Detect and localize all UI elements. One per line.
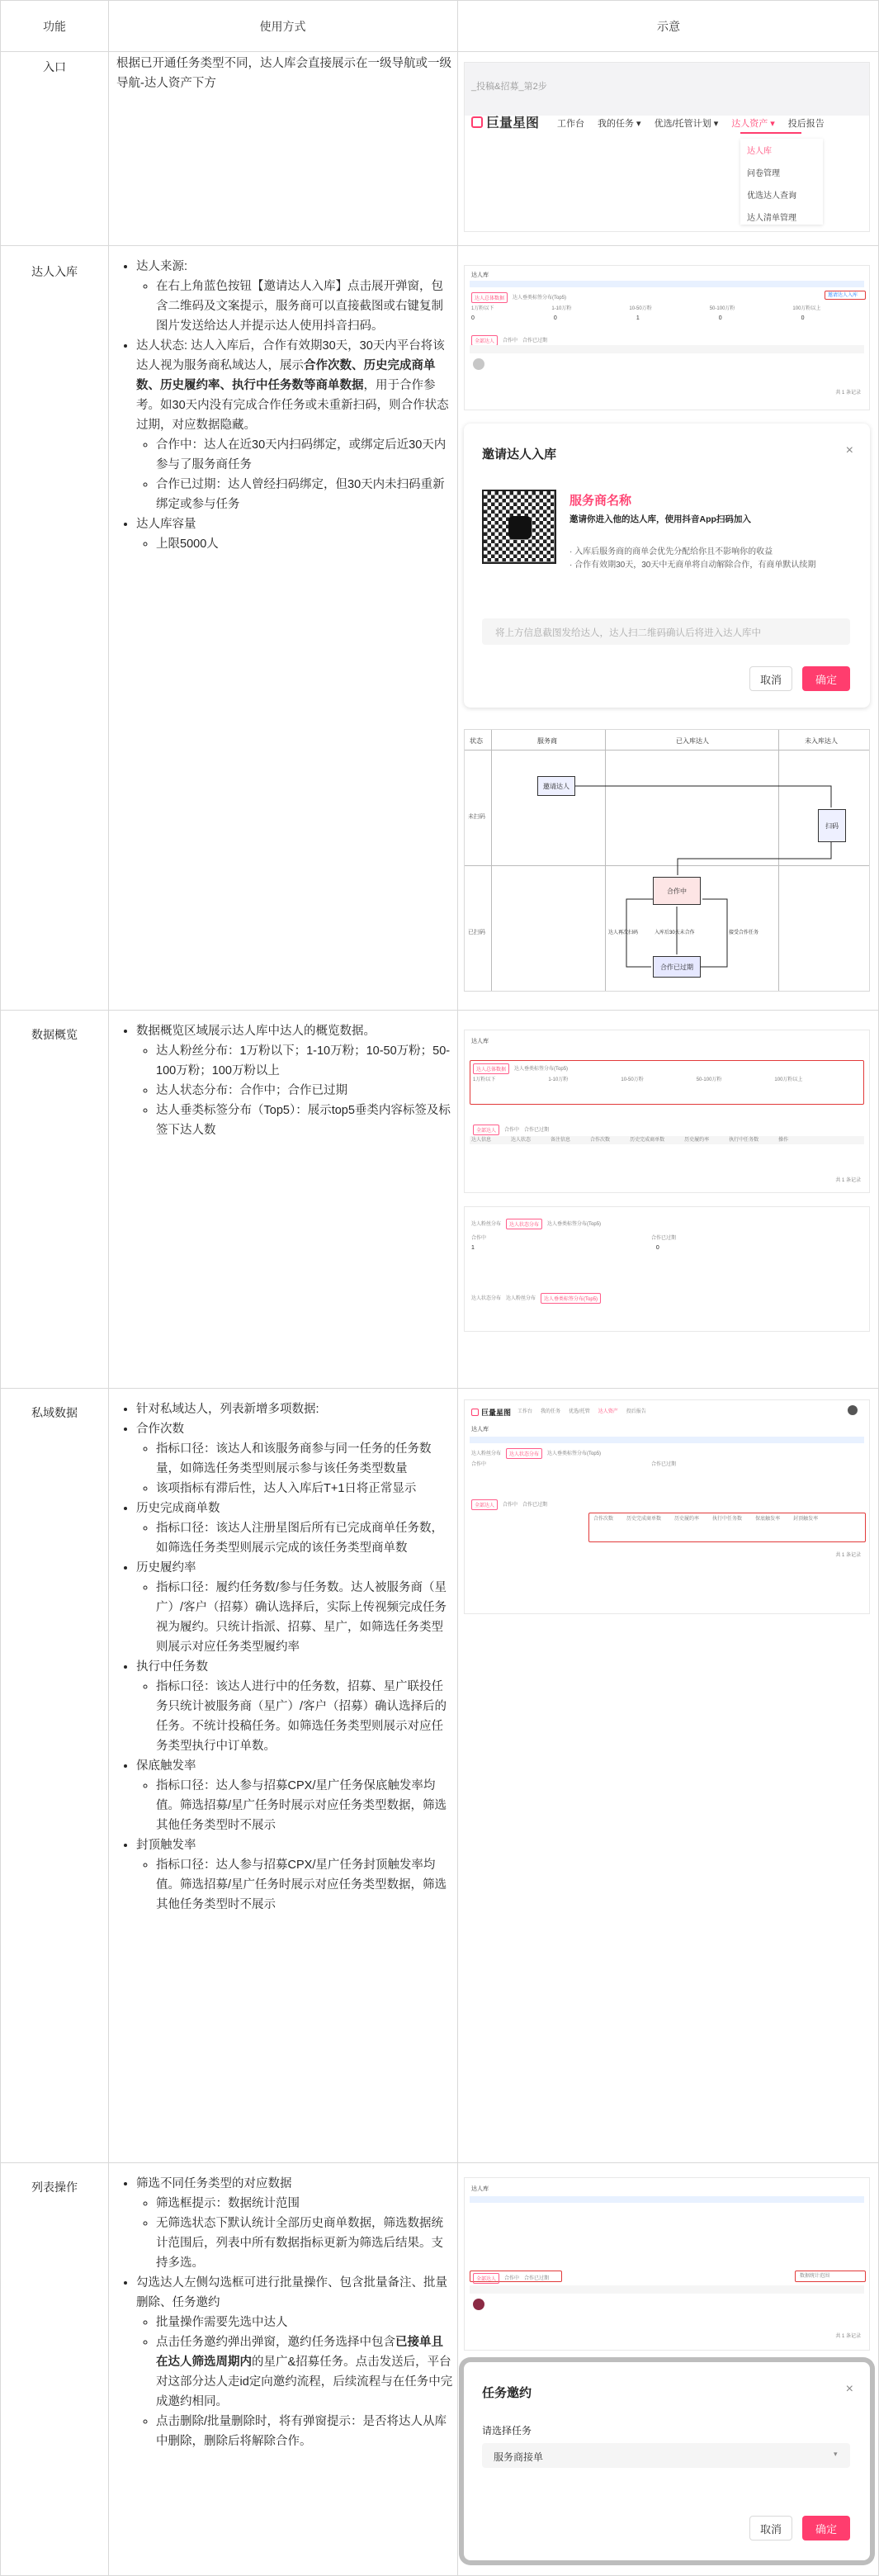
- row-divider: [1, 245, 878, 246]
- row-function-entry: 入口: [43, 60, 66, 73]
- overview-mini-page: 达人库 达人总体数据 达人垂类标签分布(Top5) 1万粉以下 1-10万粉 10-50万粉 50-100万粉 100万粉以上 全部达人 合作中 合作已过期 达人信息 达人状态 备注信息 合作次数 历史完成商单数 历史履约率 执行中任务数 操作 共 1 条记录: [464, 1030, 870, 1193]
- assets-dropdown: [740, 139, 823, 225]
- entry-screenshot: [464, 62, 870, 232]
- row-divider: [1, 2162, 878, 2163]
- avatar: [473, 2299, 484, 2310]
- nav-item[interactable]: 优选/托管计划 ▾: [654, 119, 719, 129]
- row-usage-list-ops: • 筛选不同任务类型的对应数据 ◦ 筛选框提示：数据统计范围 ◦ 无筛选状态下默认统计全部历史商单数据，筛选数据统计范围后，列表中所有数据指标更新为筛选后结果。支持多选。 • 勾选达人左侧勾选框可进行批量操作、包含批量备注、批量删除、任务邀约 ◦ 批量操作需要先选中达人 ◦ 点击任务邀约弹出弹窗，邀约任务选择中包含已接单且在达人筛选周期内的星广&招募任务。点击发送后，平台对这部分达人走id定向邀约流程，后续流程与在任务中完成邀约相同。 ◦ 点击删除/批量删除时，将有弹窗提示：是否将达人从库中删除，删除后将解除合作。: [116, 2174, 453, 2451]
- avatar[interactable]: [848, 1405, 858, 1415]
- row-divider: [1, 1010, 878, 1011]
- menu-item[interactable]: 达人清单管理: [747, 214, 796, 223]
- top-nav: [557, 116, 825, 130]
- nav-item[interactable]: 投后报告: [787, 119, 825, 129]
- row-function-import: 达人入库: [31, 265, 78, 278]
- row-usage-entry: [116, 54, 453, 93]
- overview-status-panel: 达人粉丝分布 达人状态分布 达人垂类标签分布(Top5) 合作中 合作已过期 1 0 达人状态分布 达人粉丝分布 达人垂类标签分布(Top5): [464, 1206, 870, 1332]
- row-function-list-ops: 列表操作: [31, 2181, 78, 2194]
- private-mini-page: 巨量星图 工作台 我的任务 优选/托管 达人资产 投后报告 达人库 达人粉丝分布 达人状态分布 达人垂类标签分布(Top5) 合作中 合作已过期 全部达人 合作中 合作已过期 合作次数 历史完成商单数 历史履约率 执行中任务数 保底触发率 封顶触发率 共 1 条记录: [464, 1399, 870, 1614]
- col-divider: [108, 1, 109, 2575]
- invite-modal: 邀请达人入库 × 服务商名称 邀请你进入他的达人库，使用抖音App扫码加入 · 入库后服务商的商单会优先分配给你且不影响你的收益 · 合作有效期30天，30天中无商单将自动解除合作，有商单默认续期 将上方信息截图发给达人，达人扫二维码确认后将进入达人库中 取消 确定: [464, 424, 870, 708]
- nav-item-talent-assets[interactable]: 达人资产 ▾: [731, 119, 775, 129]
- close-icon[interactable]: ×: [845, 2382, 853, 2396]
- confirm-button[interactable]: 确定: [802, 2516, 850, 2540]
- flow-expired: 合作已过期: [653, 956, 701, 978]
- menu-item[interactable]: 问卷管理: [747, 169, 780, 178]
- flow-cooperating: 合作中: [653, 877, 701, 905]
- row-divider: [1, 1388, 878, 1389]
- header-demo: 示意: [457, 1, 879, 52]
- message-input[interactable]: 将上方信息截图发给达人，达人扫二维码确认后将进入达人库中: [482, 618, 850, 645]
- logo: 巨量星图: [471, 112, 539, 131]
- stats-row: 1万粉以下 1-10万粉 10-50万粉 50-100万粉 100万粉以上: [471, 306, 821, 311]
- avatar: [473, 358, 484, 370]
- range-filter[interactable]: 数据统计范围: [800, 2274, 830, 2279]
- cancel-button[interactable]: 取消: [749, 666, 792, 691]
- status-flow-diagram: 状态 服务商 已入库达人 未入库达人 未扫码 已扫码 邀请达人 扫码 合作中 合作已过期 达人再次扫码 入库后30天未合作 接受合作任务: [464, 729, 870, 992]
- list-ops-mini-page: 达人库 全部达人 合作中 合作已过期 数据统计范围 共 1 条记录: [464, 2177, 870, 2351]
- nav-item[interactable]: 我的任务 ▾: [598, 119, 641, 129]
- modal-title: 邀请达人入库: [482, 447, 557, 462]
- chevron-down-icon: ▾: [834, 2450, 838, 2458]
- provider-name: 服务商名称: [569, 494, 632, 508]
- flow-scan: 扫码: [818, 809, 846, 842]
- breadcrumb: _投稿&招募_第2步: [471, 82, 547, 92]
- header-usage: 使用方式: [108, 1, 457, 52]
- task-select[interactable]: 服务商接单: [482, 2443, 850, 2468]
- modal-title: 任务邀约: [482, 2386, 532, 2400]
- import-mini-page: 达人库 达人总体数据 达人垂类标签分布(Top5) 邀请达人入库 1万粉以下 1-10万粉 10-50万粉 50-100万粉 100万粉以上 0 0 1 0 0 全部达人 合作中 合作已过期 共 1 条记录: [464, 265, 870, 410]
- flow-invite: 邀请达人: [537, 776, 575, 796]
- row-usage-overview: • 数据概览区域展示达人库中达人的概览数据。 ◦ 达人粉丝分布：1万粉以下；1-10万粉；10-50万粉；50-100万粉；100万粉以上 ◦ 达人状态分布：合作中；合作已过期 ◦ 达人垂类标签分布（Top5）：展示top5垂类内容标签及标签下达人数: [116, 1021, 453, 1140]
- confirm-button[interactable]: 确定: [802, 666, 850, 691]
- logo-icon: [471, 1409, 479, 1416]
- entry-text: 根据已开通任务类型不同，达人库会直接展示在一级导航或一级导航-达人资产下方: [116, 57, 451, 90]
- row-usage-private: • 针对私域达人，列表新增多项数据: • 合作次数 ◦ 指标口径：该达人和该服务商参与同一任务的任务数量，如筛选任务类型则展示参与该任务类型数量 ◦ 该项指标有滞后性，达人入库后T+1日将正常显示 • 历史完成商单数 ◦ 指标口径：该达人注册星图后所有已完成商单任务数，如筛选任务类型则展示完成的该任务类型商单数 • 历史履约率 ◦ 指标口径：履约任务数/参与任务数。达人被服务商（星广）/客户（招募）确认选择后，实际上传视频完成任务视为履约。只统计指派、招募、星广，如筛选任务类型则展示对应任务类型履约率 • 执行中任务数 ◦ 指标口径：该达人进行中的任务数，招募、星广联投任务只统计被服务商（星广）/客户（招募）确认选择后的任务。不统计投稿任务。如筛选任务类型则展示对应任务类型执行中订单数。 • 保底触发率 ◦ 指标口径：达人参与招募CPX/星广任务保底触发率均值。筛选招募/星广任务时展示对应任务类型数据，筛选其他任务类型时不展示 • 封顶触发率 ◦ 指标口径：达人参与招募CPX/星广任务封顶触发率均值。筛选招募/星广任务时展示对应任务类型数据，筛选其他任务类型时不展示: [116, 1399, 453, 1915]
- logo-icon: [471, 116, 483, 128]
- qr-code-icon: [482, 490, 556, 564]
- invite-button[interactable]: 邀请达人入库: [828, 293, 858, 298]
- flow-arrows: [465, 730, 870, 992]
- menu-item[interactable]: 优选达人查询: [747, 192, 796, 201]
- row-function-private: 私域数据: [31, 1406, 78, 1419]
- cancel-button[interactable]: 取消: [749, 2516, 792, 2540]
- row-function-overview: 数据概览: [31, 1028, 78, 1041]
- col-divider: [457, 1, 458, 2575]
- header-function: 功能: [1, 1, 108, 52]
- nav-item[interactable]: 工作台: [557, 119, 584, 129]
- row-usage-import: • 达人来源: ◦ 在右上角蓝色按钮【邀请达人入库】点击展开弹窗，包含二维码及文案提示，服务商可以直接截图或右键复制图片发送给达人并提示达人使用抖音扫码。 • 达人状态: 达人入库后，合作有效期30天，30天内平台将该达人视为服务商私域达人，展示合作次数、历史完成商单数、历史履约率、执行中任务数等商单数据，用于合作参考。如30天内没有完成合作任务或未重新扫码，则合作状态过期，对应数据隐藏。 ◦ 合作中：达人在近30天内扫码绑定，或绑定后近30天内参与了服务商任务 ◦ 合作已过期：达人曾经扫码绑定，但30天内未扫码重新绑定或参与任务 • 达人库容量 ◦ 上限5000人: [116, 257, 453, 554]
- menu-item-talent-lib[interactable]: 达人库: [747, 147, 772, 156]
- close-icon[interactable]: ×: [845, 443, 853, 457]
- task-invite-modal: 任务邀约 × 请选择任务 服务商接单 ▾ 取消 确定: [464, 2362, 870, 2560]
